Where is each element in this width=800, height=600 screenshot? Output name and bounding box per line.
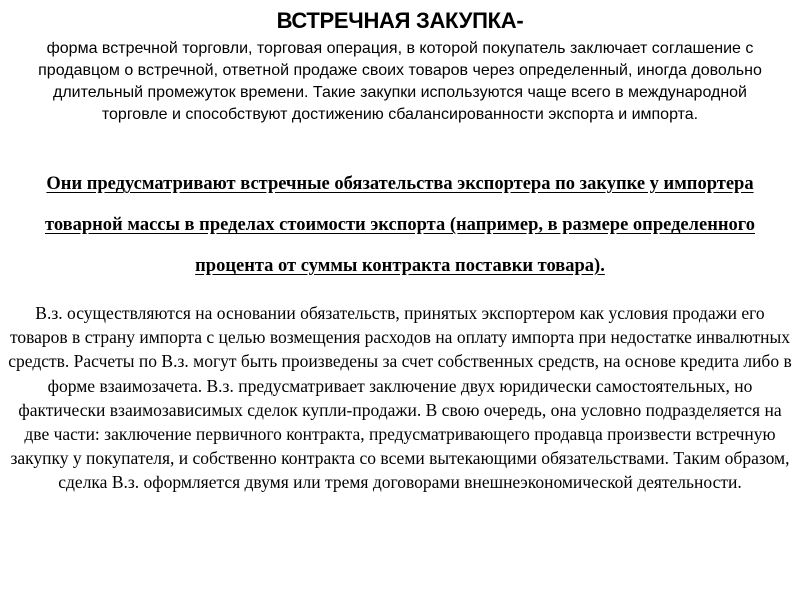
emphasis-text: Они предусматривают встречные обязательства экспортера по закупке у импортера товарной массы в пределах стоимости экспорта (например, в размере определенного процента от суммы контракта поставки товара). (44, 174, 755, 276)
slide-title: ВСТРЕЧНАЯ ЗАКУПКА- (276, 8, 524, 33)
body-text: В.з. осуществляются на основании обязательств, принятых экспортером как условия продажи его товаров в страну импорта с целью возмещения расходов на оплату импорта при недостатке инвалютных средств. Расчеты по В.з. могут быть произведены за счет собственных средств, на основе кредита либо в форме взаимозачета. В.з. предусматривает заключение двух юридически самостоятельных, но фактически взаимозависимых сделок купли-продажи. В свою очередь, она условно подразделяется на две части: заключение первичного контракта, предусматривающего продавца произвести встречную закупку у покупателя, и собственно контракта со всеми вытекающими обязательствами. Таким образом, сделка В.з. оформляется двумя или тремя договорами внешнеэкономической деятельности. (8, 303, 792, 493)
definition-text: форма встречной торговли, торговая операция, в которой покупатель заключает соглашение с продавцом о встречной, ответной продаже своих товаров через определенный, иногда довольно длительный промежуток времени. Такие закупки используются чаще всего в международной торговле и способствуют достижению сбалансированности экспорта и импорта. (38, 40, 762, 123)
